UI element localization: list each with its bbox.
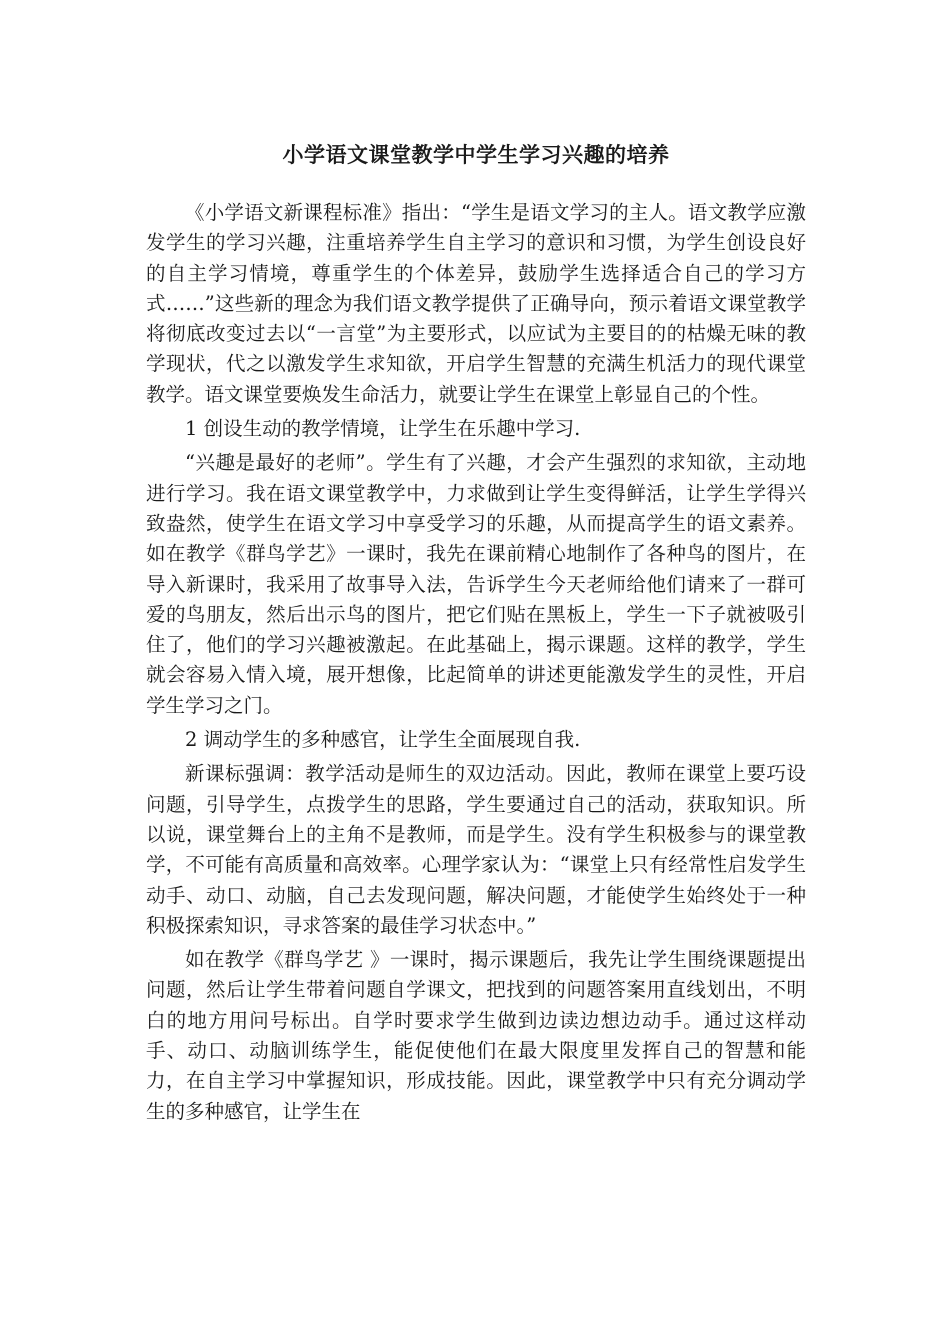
paragraph-example: 如在教学《群鸟学艺 》一课时，揭示课题后，我先让学生围绕课题提出问题，然后让学生带着问题自学课文，把找到的问题答案用直线划出，不明白的地方用问号标出。自学时要求学生做到边读边想边动手。通过这样动手、动口、动脑训练学生，能促使他们在最大限度里发挥自己的智慧和能力，在自主学习中掌握知识，形成技能。因此，课堂教学中只有充分调动学生的多种感官，让学生在 xyxy=(146,948,806,1123)
section-heading-1: 1 创设生动的教学情境，让学生在乐趣中学习. xyxy=(185,417,581,441)
section-heading-2: 2 调动学生的多种感官，让学生全面展现自我. xyxy=(185,728,581,752)
paragraph-intro: 《小学语文新课程标准》指出：“学生是语文学习的主人。语文教学应激发学生的学习兴趣，注重培养学生自主学习的意识和习惯，为学生创设良好的自主学习情境，尊重学生的个体差异，鼓励学生选择适合自己的学习方式……”这些新的理念为我们语文教学提供了正确导向，预示着语文课堂教学将彻底改变过去以“一言堂”为主要形式，以应试为主要目的的枯燥无味的教学现状，代之以激发学生求知欲，开启学生智慧的充满生机活力的现代课堂教学。语文课堂要焕发生命活力，就要让学生在课堂上彰显自己的个性。 xyxy=(146,201,806,406)
paragraph-section-1: “兴趣是最好的老师”。学生有了兴趣，才会产生强烈的求知欲，主动地进行学习。我在语文课堂教学中，力求做到让学生变得鲜活，让学生学得兴致盎然，使学生在语文学习中享受学习的乐趣，从而提高学生的语文素养。如在教学《群鸟学艺》一课时，我先在课前精心地制作了各种鸟的图片，在导入新课时，我采用了故事导入法，告诉学生今天老师给他们请来了一群可爱的鸟朋友，然后出示鸟的图片，把它们贴在黑板上，学生一下子就被吸引住了，他们的学习兴趣被激起。在此基础上，揭示课题。这样的教学，学生就会容易入情入境，展开想像，比起简单的讲述更能激发学生的灵性，开启学生学习之门。 xyxy=(146,451,806,717)
paragraph-section-2: 新课标强调：教学活动是师生的双边活动。因此，教师在课堂上要巧设问题，引导学生，点拨学生的思路，学生要通过自己的活动，获取知识。所以说，课堂舞台上的主角不是教师，而是学生。没有学生积极参与的课堂教学，不可能有高质量和高效率。心理学家认为：“课堂上只有经常性启发学生动手、动口、动脑，自己去发现问题，解决问题，才能使学生始终处于一种积极探索知识，寻求答案的最佳学习状态中。” xyxy=(146,762,806,937)
document-title: 小学语文课堂教学中学生学习兴趣的培养 xyxy=(282,143,670,167)
document-page xyxy=(146,140,806,1131)
